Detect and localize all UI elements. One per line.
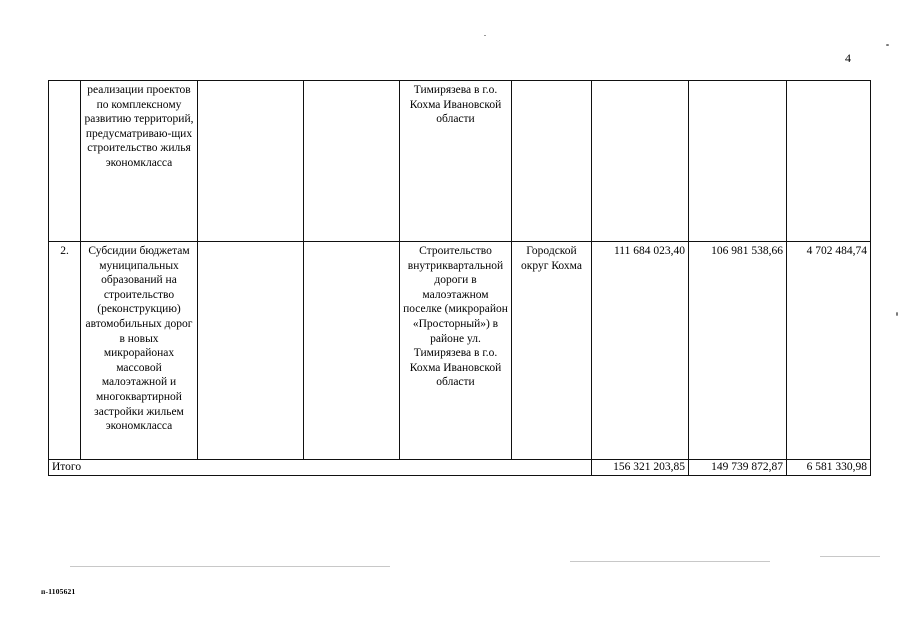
row-number-cell xyxy=(49,81,81,242)
regional-amount-cell: 4 702 484,74 xyxy=(787,242,871,460)
totals-federal-cell: 149 739 872,87 xyxy=(689,460,787,476)
purpose-cell: реализации проектов по комплексному развитию территорий, предусматриваю-щих строительство жилья экономкласса xyxy=(81,81,198,242)
federal-amount-cell: 106 981 538,66 xyxy=(689,242,787,460)
scan-line-artifact xyxy=(570,561,770,562)
regional-amount-cell xyxy=(787,81,871,242)
scan-speck xyxy=(896,312,898,316)
empty-cell xyxy=(198,242,304,460)
empty-cell xyxy=(198,81,304,242)
totals-total-cell: 156 321 203,85 xyxy=(592,460,689,476)
municipality-cell: Городской округ Кохма xyxy=(512,242,592,460)
purpose-cell: Субсидии бюджетам муниципальных образований на строительство (реконструкцию) автомобильных дорог в новых микрорайонах массовой малоэтажной и многоквартирной застройки жильем экономкласса xyxy=(81,242,198,460)
page-number: 4 xyxy=(845,51,851,65)
empty-cell xyxy=(304,81,400,242)
row-number-cell: 2. xyxy=(49,242,81,460)
scan-line-artifact xyxy=(70,566,390,567)
scan-speck xyxy=(484,35,486,36)
subsidy-table xyxy=(48,80,871,476)
table-row xyxy=(49,242,871,460)
total-amount-cell xyxy=(592,81,689,242)
object-cell: Тимирязева в г.о. Кохма Ивановской области xyxy=(400,81,512,242)
scan-line-artifact xyxy=(820,556,880,557)
totals-label: Итого xyxy=(49,460,592,476)
federal-amount-cell xyxy=(689,81,787,242)
empty-cell xyxy=(304,242,400,460)
table-row xyxy=(49,81,871,242)
document-code: п-1105621 xyxy=(41,587,76,596)
scan-speck xyxy=(886,44,889,46)
object-cell: Строительство внутриквартальной дороги в малоэтажном поселке (микрорайон «Просторный») в районе ул. Тимирязева в г.о. Кохма Ивановской области xyxy=(400,242,512,460)
total-amount-cell: 111 684 023,40 xyxy=(592,242,689,460)
municipality-cell xyxy=(512,81,592,242)
totals-regional-cell: 6 581 330,98 xyxy=(787,460,871,476)
totals-row xyxy=(49,460,871,476)
